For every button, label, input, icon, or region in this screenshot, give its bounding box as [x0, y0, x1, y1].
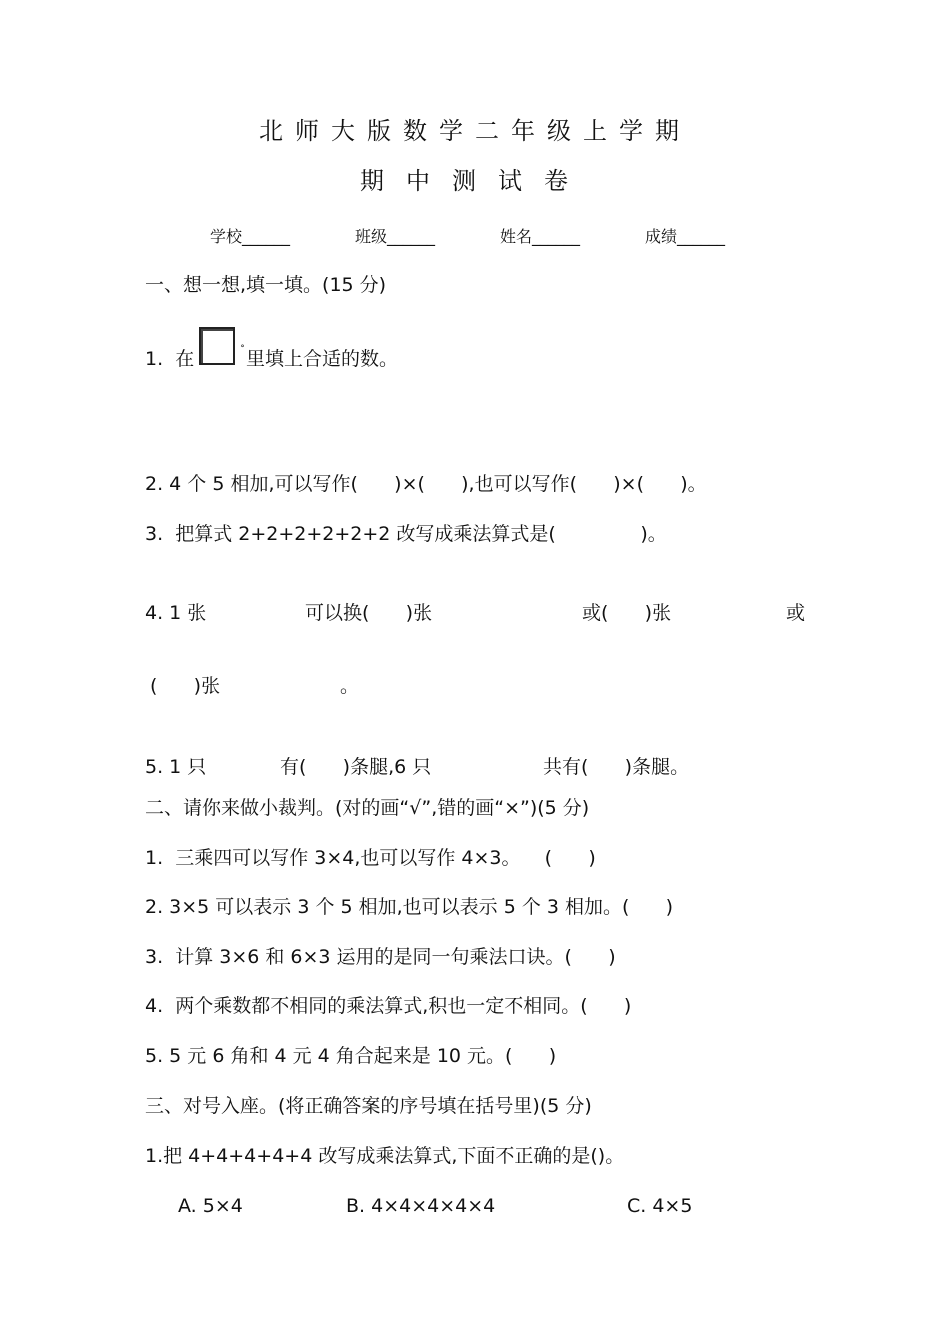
q4-part-e: ( )张 — [150, 675, 221, 697]
q4-part-a: 4. 1 张 — [145, 602, 207, 624]
option-b: B. 4×4×4×4×4 — [346, 1195, 496, 1217]
option-c: C. 4×5 — [627, 1195, 693, 1217]
answer-box-icon — [199, 327, 235, 365]
section3-heading: 三、对号入座。(将正确答案的序号填在括号里)(5 分) — [145, 1095, 592, 1117]
q1-prefix: 1. 在 — [145, 348, 195, 370]
s2-item-2: 2. 3×5 可以表示 3 个 5 相加,也可以表示 5 个 3 相加。( ) — [145, 896, 674, 918]
q4-part-c: 或( )张 — [582, 602, 672, 624]
section1-heading: 一、想一想,填一填。(15 分) — [145, 274, 387, 296]
q5-part-c: 共有( )条腿。 — [543, 756, 690, 778]
q5-part-b: 有( )条腿,6 只 — [280, 756, 432, 778]
school-field: 学校______ — [210, 227, 291, 246]
title-line-2: 期中测试卷 — [360, 167, 590, 195]
q3-text: 3. 把算式 2+2+2+2+2+2 改写成乘法算式是( )。 — [145, 523, 667, 545]
q4-part-f: 。 — [340, 675, 360, 697]
s2-item-3: 3. 计算 3×6 和 6×3 运用的是同一句乘法口诀。( ) — [145, 946, 616, 968]
q4-part-b: 可以换( )张 — [305, 602, 433, 624]
title-line-1: 北师大版数学二年级上学期 — [259, 117, 691, 145]
q2-text: 2. 4 个 5 相加,可以写作( )×( ),也可以写作( )×( )。 — [145, 473, 707, 495]
s2-item-4: 4. 两个乘数都不相同的乘法算式,积也一定不相同。( ) — [145, 995, 632, 1017]
score-field: 成绩______ — [645, 227, 726, 246]
q4-part-d: 或 — [786, 602, 806, 624]
option-a: A. 5×4 — [178, 1195, 243, 1217]
q5-part-a: 5. 1 只 — [145, 756, 207, 778]
class-field: 班级______ — [355, 227, 436, 246]
q1-suffix: 里填上合适的数。 — [246, 348, 399, 370]
q1-mark: ˚ — [240, 345, 245, 356]
s3-q1: 1.把 4+4+4+4+4 改写成乘法算式,下面不正确的是()。 — [145, 1145, 625, 1167]
s2-item-1: 1. 三乘四可以写作 3×4,也可以写作 4×3。 ( ) — [145, 847, 596, 869]
s2-item-5: 5. 5 元 6 角和 4 元 4 角合起来是 10 元。( ) — [145, 1045, 557, 1067]
section2-heading: 二、请你来做小裁判。(对的画“√”,错的画“×”)(5 分) — [145, 797, 590, 819]
name-field: 姓名______ — [500, 227, 581, 246]
